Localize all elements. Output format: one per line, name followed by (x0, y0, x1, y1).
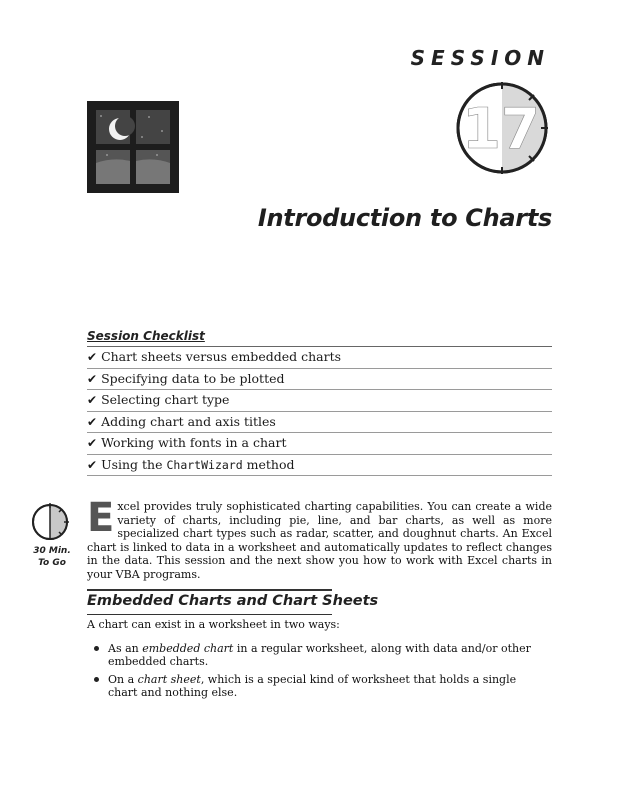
code-term: ChartWizard (166, 457, 243, 472)
list-item: On a chart sheet, which is a special kind of worksheet that holds a single chart and nothing else. (87, 673, 552, 699)
session-number-text: 17 (462, 97, 540, 162)
bullet-icon (94, 677, 99, 682)
checklist-item: ✔ Chart sheets versus embedded charts (87, 347, 552, 369)
checklist-item: ✔ Working with fonts in a chart (87, 433, 552, 455)
intro-text: xcel provides truly sophisticated charting capabilities. You can create a wide variety of charts, including pie, line, and bar charts, as well as more specialized chart types such as radar, scatter, and doughnut charts. An Excel chart is linked to data in a worksheet and automatically updates to reflect changes in the data. This session and the next show you how to work with Excel charts in your VBA programs. (87, 500, 552, 581)
timer-label: 30 Min. To Go (33, 546, 71, 568)
section-rule (87, 614, 332, 615)
checkmark-icon: ✔ (87, 457, 98, 472)
checkmark-icon: ✔ (87, 436, 98, 450)
list-item: As an embedded chart in a regular worksheet, along with data and/or other embedded charts. (87, 642, 552, 668)
checklist-item: ✔ Selecting chart type (87, 390, 552, 412)
checklist-item: ✔ Adding chart and axis titles (87, 412, 552, 434)
night-window-icon (87, 101, 179, 193)
checkmark-icon: ✔ (87, 414, 98, 429)
checklist-heading: Session Checklist (87, 329, 552, 347)
bullet-icon (94, 646, 99, 651)
section-rule (87, 589, 332, 591)
checklist-item: ✔ Using the ChartWizard method (87, 455, 552, 477)
section-paragraph: A chart can exist in a worksheet in two ways: (87, 618, 340, 631)
checkmark-icon: ✔ (87, 393, 98, 407)
session-label: SESSION (410, 46, 550, 70)
section-heading: Embedded Charts and Chart Sheets (87, 593, 379, 609)
chapter-title: Introduction to Charts (257, 204, 552, 232)
intro-paragraph (87, 495, 552, 581)
timer-clock-icon (30, 500, 74, 544)
checklist-item: ✔ Specifying data to be plotted (87, 369, 552, 391)
session-checklist (87, 329, 552, 476)
drop-cap: E (87, 495, 115, 541)
session-number-badge (454, 80, 554, 180)
checkmark-icon: ✔ (87, 350, 98, 364)
bullet-list (87, 642, 552, 704)
checkmark-icon: ✔ (87, 371, 98, 386)
